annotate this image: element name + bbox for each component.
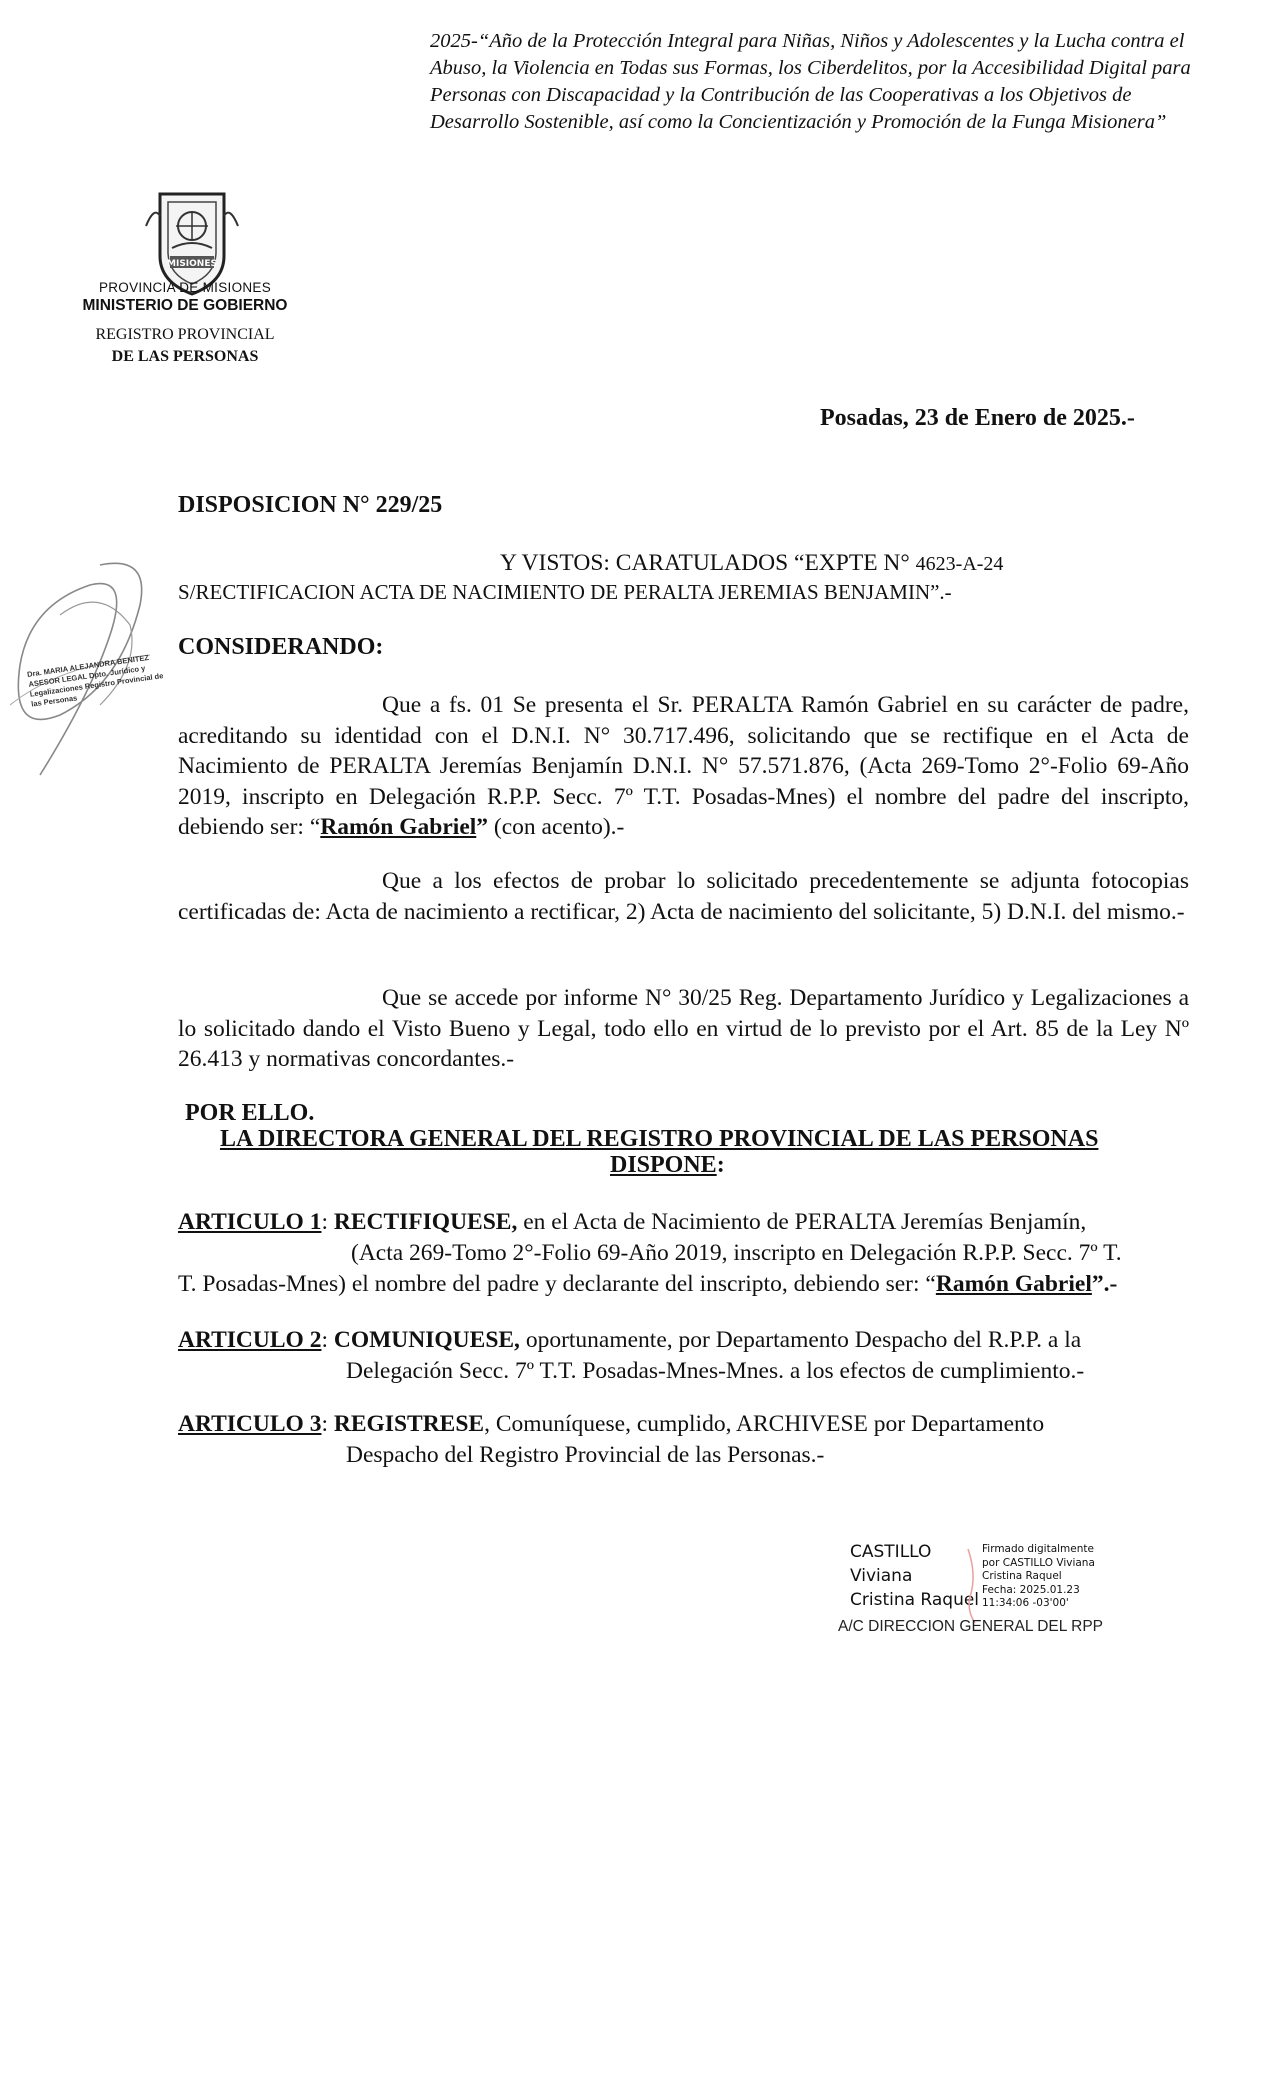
article-1-verb: RECTIFIQUESE,: [333, 1209, 518, 1235]
p3-text: Que se accede por informe N° 30/25 Reg. Departamento Jurídico y Legalizaciones a lo solicitado dando el Visto Bueno y Legal, todo ello en virtud de lo previsto por el Art. 85 de la Ley Nº 26.413 y normativas concordantes.-: [178, 985, 1189, 1072]
article-2-verb: COMUNIQUESE,: [333, 1327, 520, 1353]
p2-text: Que a los efectos de probar lo solicitado precedentemente se adjunta fotocopias certificadas de: Acta de nacimiento a rectificar, 2) Acta de nacimiento del solicitante, 5) D.N.I. del mismo.-: [178, 868, 1189, 925]
signer-role: A/C DIRECCION GENERAL DEL RPP: [838, 1618, 1103, 1635]
article-3-verb: REGISTRESE: [333, 1411, 485, 1437]
disposition-number: DISPOSICION N° 229/25: [178, 492, 443, 518]
registry-name-line2: DE LAS PERSONAS: [111, 348, 259, 365]
year-motto: 2025-“Año de la Protección Integral para Niñas, Niños y Adolescentes y la Lucha contra el Abuso, la Violencia en Todas sus Formas, los Ciberdelitos, por la Accesibilidad Digital para Personas con Discapacidad y la Contribución de las Cooperativas a los Objetivos de Desarrollo Sostenible, así como la Concientización y Promoción de la Funga Misionera”: [430, 30, 1191, 133]
article-1-line3-end: ”.-: [1091, 1271, 1118, 1297]
article-3-line1: , Comuníquese, cumplido, ARCHIVESE por Departamento: [484, 1411, 1045, 1437]
crest-text: MISIONES: [167, 259, 217, 269]
signature-meta-line5: 11:34:06 -03'00': [982, 1597, 1069, 1609]
digital-signature-mark-icon: [965, 1545, 979, 1625]
article-3-line2: Despacho del Registro Provincial de las Personas.-: [346, 1442, 825, 1468]
signature-meta-line4: Fecha: 2025.01.23: [982, 1583, 1080, 1596]
legal-advisor-stamp: Dra. MARIA ALEJANDRA BENITEZ ASESOR LEGAL Dpto. Jurídico y Legalizaciones Registro Provincial de las Personas: [26, 652, 164, 709]
vistos-line2: S/RECTIFICACION ACTA DE NACIMIENTO DE PERALTA JEREMIAS BENJAMIN”.-: [178, 580, 952, 604]
signature-meta-line2: por CASTILLO Viviana: [982, 1556, 1095, 1569]
signature-meta-line1: Firmado digitalmente: [982, 1543, 1094, 1555]
article-1-line2: (Acta 269-Tomo 2°-Folio 69-Año 2019, inscripto en Delegación R.P.P. Secc. 7º T.: [351, 1240, 1122, 1266]
province-name: PROVINCIA DE MISIONES: [98, 280, 272, 295]
dispone-heading: DISPONE:: [610, 1152, 725, 1178]
article-1-label: ARTICULO 1: [178, 1209, 322, 1235]
signature-meta-line3: Cristina Raquel: [982, 1570, 1062, 1582]
directora-heading: LA DIRECTORA GENERAL DEL REGISTRO PROVINCIAL DE LAS PERSONAS: [220, 1126, 1099, 1152]
digital-signature-metadata: [982, 1543, 1095, 1611]
signer-name-line1: CASTILLO: [850, 1542, 932, 1562]
signer-name-line3: Cristina Raquel: [850, 1590, 980, 1610]
considerando-label: CONSIDERANDO:: [178, 634, 384, 660]
considerando-paragraph-1: Que a fs. 01 Se presenta el Sr. PERALTA Ramón Gabriel en su carácter de padre, acreditando su identidad con el D.N.I. N° 30.717.496, solicitando que se rectifique en el Acta de Nacimiento de PERALTA Jeremías Benjamín D.N.I. N° 57.571.876, (Acta 269-Tomo 2°-Folio 69-Año 2019, inscripto en Delegación R.P.P. Secc. 7º T.T. Posadas-Mnes) el nombre del padre del inscripto, debiendo ser: “Ramón Gabriel” (con acento).-: [178, 692, 1189, 840]
document-date: Posadas, 23 de Enero de 2025.-: [820, 405, 1135, 431]
ministry-name: MINISTERIO DE GOBIERNO: [82, 297, 288, 314]
article-2-label: ARTICULO 2: [178, 1327, 322, 1353]
article-2: ARTICULO 2: COMUNIQUESE, oportunamente, por Departamento Despacho del R.P.P. a la Delegación Secc. 7º T.T. Posadas-Mnes-Mnes. a los efectos de cumplimiento.-: [178, 1325, 1189, 1387]
vistos-prefix: Y VISTOS: CARATULADOS “EXPTE N°: [500, 550, 910, 576]
article-3-label: ARTICULO 3: [178, 1411, 322, 1437]
article-2-line1: oportunamente, por Departamento Despacho del R.P.P. a la: [519, 1327, 1082, 1353]
expte-number: 4623-A-24: [915, 553, 1004, 575]
digital-signature-name: [850, 1540, 979, 1612]
article-1-line1: en el Acta de Nacimiento de PERALTA Jeremías Benjamín,: [517, 1209, 1087, 1235]
dispone-label: DISPONE: [610, 1152, 717, 1178]
article-3: ARTICULO 3: REGISTRESE, Comuníquese, cumplido, ARCHIVESE por Departamento Despacho del Registro Provincial de las Personas.-: [178, 1409, 1189, 1471]
article-2-line2: Delegación Secc. 7º T.T. Posadas-Mnes-Mnes. a los efectos de cumplimiento.-: [346, 1358, 1085, 1384]
considerando-paragraph-3: [178, 983, 1189, 1075]
signer-name-line2: Viviana: [850, 1566, 913, 1586]
registry-name-line1: REGISTRO PROVINCIAL: [95, 326, 275, 343]
vistos-line1: [500, 550, 1003, 577]
article-1-name-highlight: Ramón Gabriel: [935, 1271, 1092, 1297]
article-1: ARTICULO 1: RECTIFIQUESE, en el Acta de Nacimiento de PERALTA Jeremías Benjamín, (Acta 269-Tomo 2°-Folio 69-Año 2019, inscripto en Delegación R.P.P. Secc. 7º T. T. Posadas-Mnes) el nombre del padre y declarante del inscripto, debiendo ser: “Ramón Gabriel”.-: [178, 1207, 1189, 1300]
considerando-paragraph-2: [178, 866, 1189, 927]
p1-text: Que a fs. 01 Se presenta el Sr. PERALTA Ramón Gabriel en su carácter de padre, acreditando su identidad con el D.N.I. N° 30.717.496, solicitando que se rectifique en el Acta de Nacimiento de PERALTA Jeremías Benjamín D.N.I. N° 57.571.876, (Acta 269-Tomo 2°-Folio 69-Año 2019, inscripto en Delegación R.P.P. Secc. 7º T.T. Posadas-Mnes) el nombre del padre del inscripto, debiendo ser: “: [178, 692, 1189, 840]
article-1-line3: T. Posadas-Mnes) el nombre del padre y declarante del inscripto, debiendo ser: “: [178, 1271, 936, 1297]
por-ello-label: POR ELLO.: [185, 1100, 315, 1126]
p1-name-highlight: Ramón Gabriel: [320, 814, 477, 840]
